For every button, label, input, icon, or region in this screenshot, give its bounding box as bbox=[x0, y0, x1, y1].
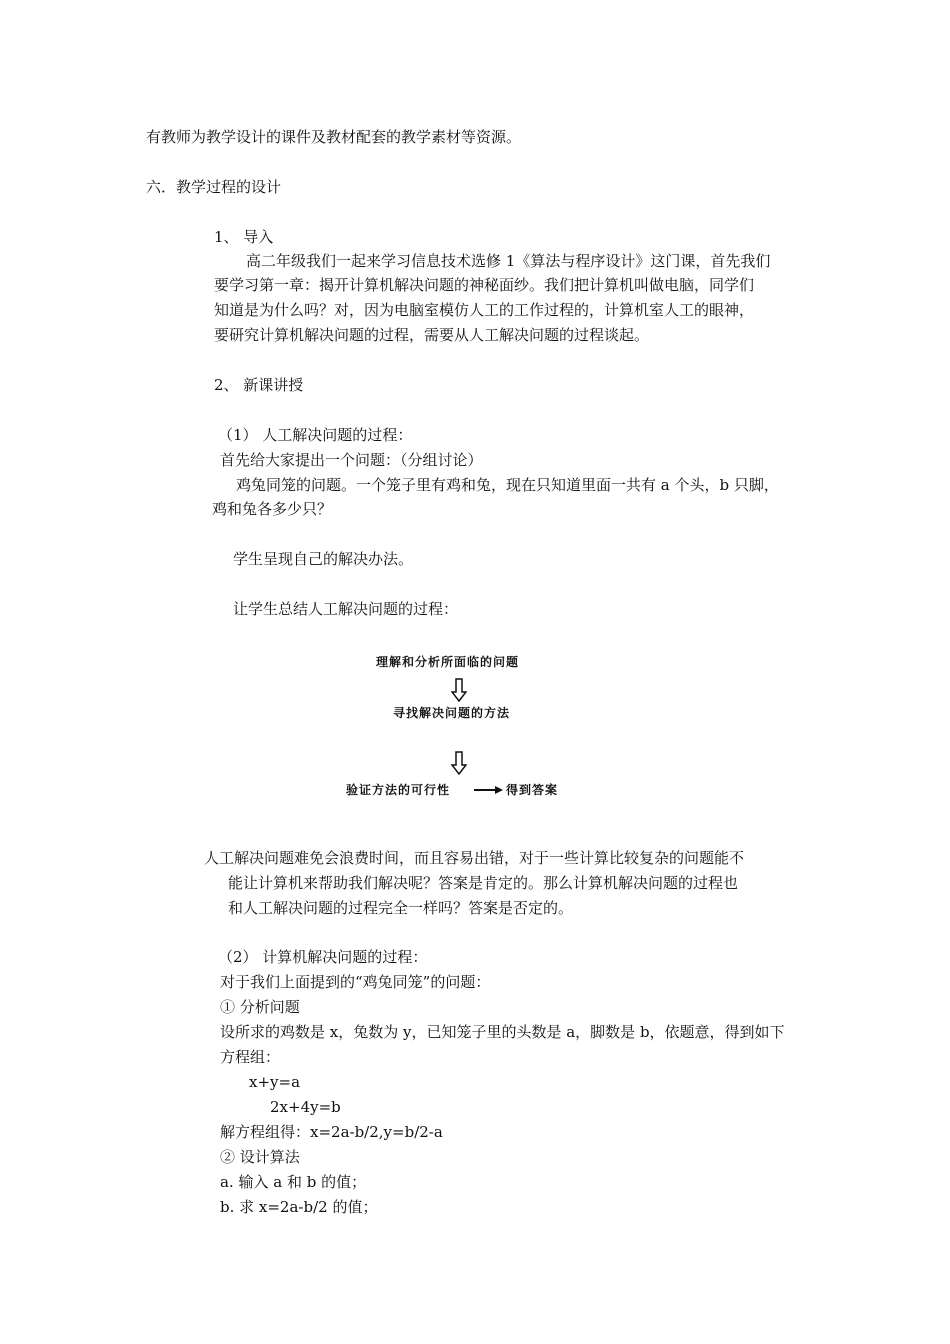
flow-step-verify: 验证方法的可行性 bbox=[346, 783, 451, 797]
text-line-summarize: 让学生总结人工解决问题的过程： bbox=[233, 600, 459, 618]
text-line-problem-2: 鸡和兔各多少只？ bbox=[212, 500, 333, 518]
step-heading-analyze: ① 分析问题 bbox=[220, 998, 300, 1016]
text-line-analyze-1: 设所求的鸡数是 x，兔数为 y，已知笼子里的头数是 a，脚数是 b，依题意，得到如下 bbox=[220, 1023, 785, 1041]
text-line-para-2: 能让计算机来帮助我们解决呢？答案是肯定的。那么计算机解决问题的过程也 bbox=[228, 874, 739, 892]
equation-2: 2x+4y=b bbox=[270, 1098, 341, 1116]
text-line-solution: 解方程组得：x=2a-b/2,y=b/2-a bbox=[220, 1123, 443, 1141]
text-line-computer-intro: 对于我们上面提到的“鸡兔同笼”的问题： bbox=[220, 973, 491, 991]
item-heading-2: （2） 计算机解决问题的过程： bbox=[218, 948, 428, 966]
text-line-para-1: 人工解决问题难免会浪费时间，而且容易出错，对于一些计算比较复杂的问题能不 bbox=[204, 849, 745, 867]
equation-1: x+y=a bbox=[249, 1073, 301, 1091]
text-line-students: 学生呈现自己的解决办法。 bbox=[233, 550, 414, 568]
text-line-intro-2: 要学习第一章：揭开计算机解决问题的神秘面纱。我们把计算机叫做电脑，同学们 bbox=[214, 276, 755, 294]
text-line-1: 有教师为教学设计的课件及教材配套的教学素材等资源。 bbox=[146, 128, 522, 146]
right-arrow-icon bbox=[474, 785, 504, 795]
down-arrow-icon bbox=[451, 751, 467, 775]
flow-step-answer: 得到答案 bbox=[506, 783, 559, 797]
item-heading-1: （1） 人工解决问题的过程： bbox=[218, 426, 413, 444]
text-line-intro-3: 知道是为什么吗？对，因为电脑室模仿人工的工作过程的，计算机室人工的眼神， bbox=[214, 301, 755, 319]
text-line-intro-1: 高二年级我们一起来学习信息技术选修 1《算法与程序设计》这门课，首先我们 bbox=[246, 252, 771, 270]
section-heading-6: 六．教学过程的设计 bbox=[146, 178, 282, 196]
text-line-question-intro: 首先给大家提出一个问题：（分组讨论） bbox=[220, 451, 483, 469]
subsection-heading-intro: 1、 导入 bbox=[214, 228, 274, 246]
algorithm-step-a: a. 输入 a 和 b 的值； bbox=[220, 1173, 367, 1191]
down-arrow-icon bbox=[451, 678, 467, 702]
flow-step-understand: 理解和分析所面临的问题 bbox=[376, 655, 520, 669]
text-line-problem-1: 鸡兔同笼的问题。一个笼子里有鸡和兔，现在只知道里面一共有 a 个头，b 只脚， bbox=[236, 476, 779, 494]
algorithm-step-b: b. 求 x=2a-b/2 的值； bbox=[220, 1198, 378, 1216]
text-line-intro-4: 要研究计算机解决问题的过程，需要从人工解决问题的过程谈起。 bbox=[214, 326, 650, 344]
text-line-analyze-2: 方程组： bbox=[220, 1048, 281, 1066]
flow-step-find-method: 寻找解决问题的方法 bbox=[393, 706, 511, 720]
subsection-heading-new-lesson: 2、 新课讲授 bbox=[214, 376, 304, 394]
step-heading-algorithm: ② 设计算法 bbox=[220, 1148, 300, 1166]
text-line-para-3: 和人工解决问题的过程完全一样吗？答案是否定的。 bbox=[228, 899, 574, 917]
